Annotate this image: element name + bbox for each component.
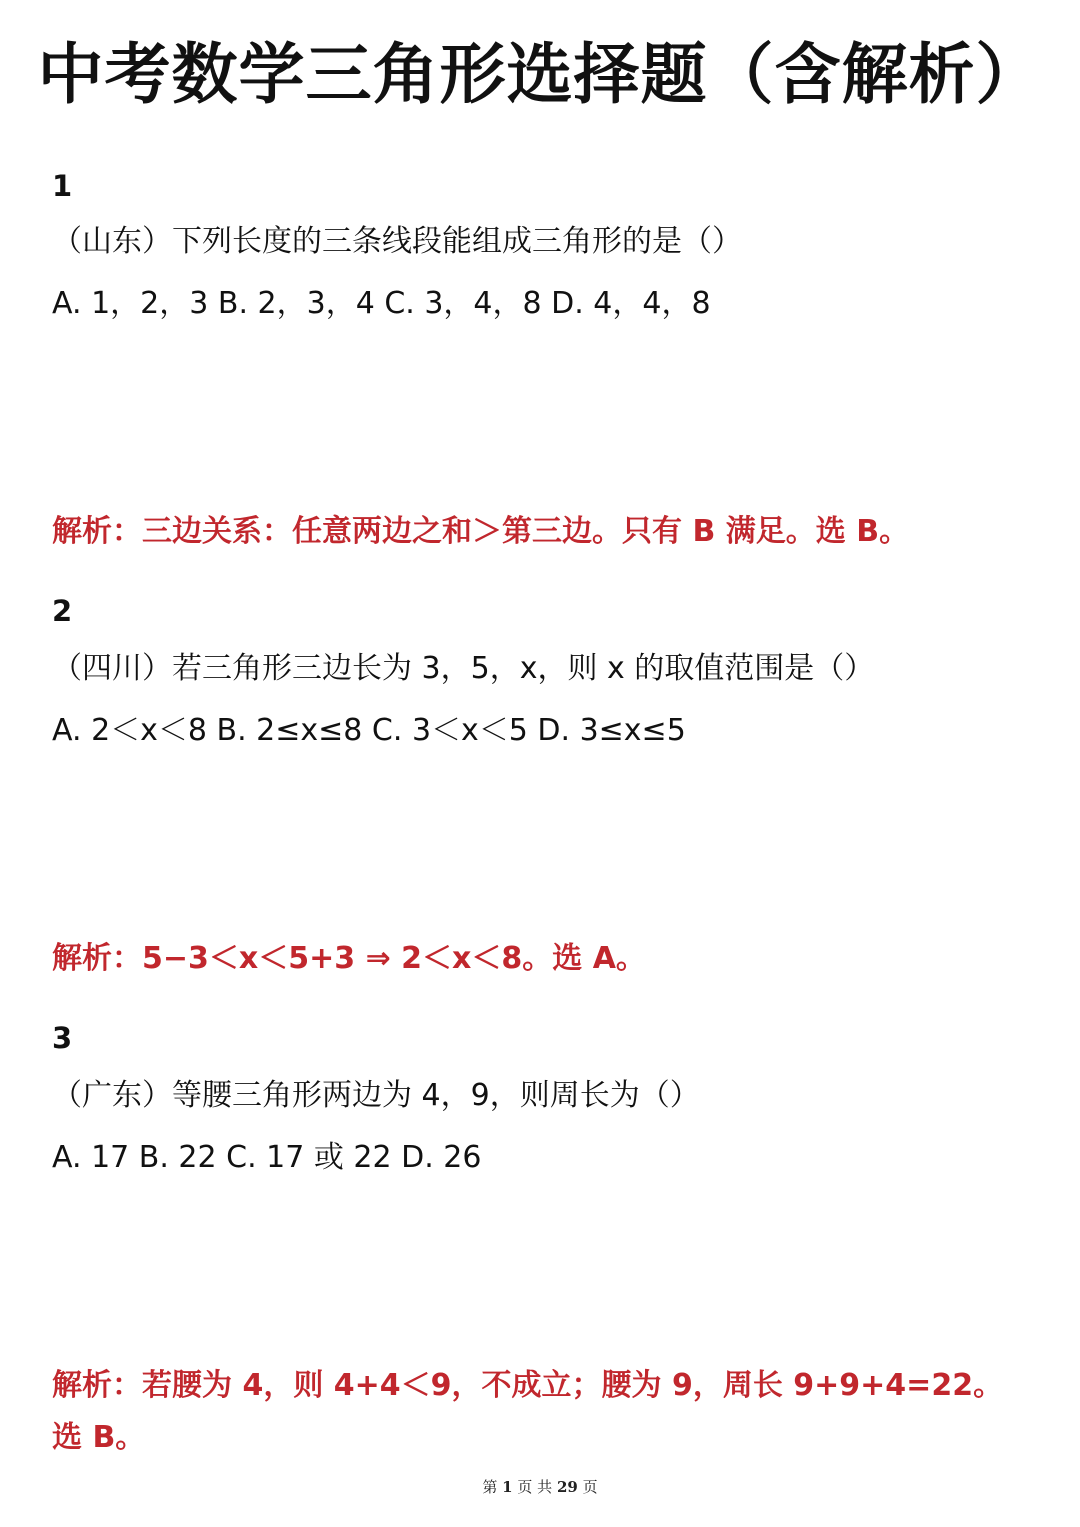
question-3-number: 3 [52, 1021, 73, 1055]
question-2-number: 2 [52, 594, 73, 628]
footer-prefix: 第 [482, 1478, 498, 1496]
footer-total-pages: 29 [556, 1478, 578, 1496]
question-3-analysis: 解析：若腰为 4，则 4+4＜9，不成立；腰为 9，周长 9+9+4=22。选 B。 [52, 1368, 1004, 1455]
question-2-stem: （四川）若三角形三边长为 3，5，x，则 x 的取值范围是（） [52, 651, 875, 686]
question-3-options: A. 17 B. 22 C. 17 或 22 D. 26 [52, 1140, 482, 1175]
footer-suffix: 页 [582, 1478, 598, 1496]
question-1-analysis: 解析：三边关系：任意两边之和＞第三边。只有 B 满足。选 B。 [52, 514, 910, 549]
footer-middle: 页 共 [517, 1478, 553, 1496]
page-footer [0, 1476, 1080, 1498]
footer-current-page: 1 [502, 1478, 513, 1496]
question-2-analysis: 解析：5−3＜x＜5+3 ⇒ 2＜x＜8。选 A。 [52, 941, 646, 976]
page-title: 中考数学三角形选择题（含解析） [37, 36, 1043, 113]
question-3-stem: （广东）等腰三角形两边为 4，9，则周长为（） [52, 1078, 700, 1113]
question-1-options: A. 1，2，3 B. 2，3，4 C. 3，4，8 D. 4，4，8 [52, 286, 711, 321]
question-1-number: 1 [52, 169, 73, 203]
question-1-stem: （山东）下列长度的三条线段能组成三角形的是（） [52, 224, 742, 259]
question-2-options: A. 2＜x＜8 B. 2≤x≤8 C. 3＜x＜5 D. 3≤x≤5 [52, 713, 686, 748]
